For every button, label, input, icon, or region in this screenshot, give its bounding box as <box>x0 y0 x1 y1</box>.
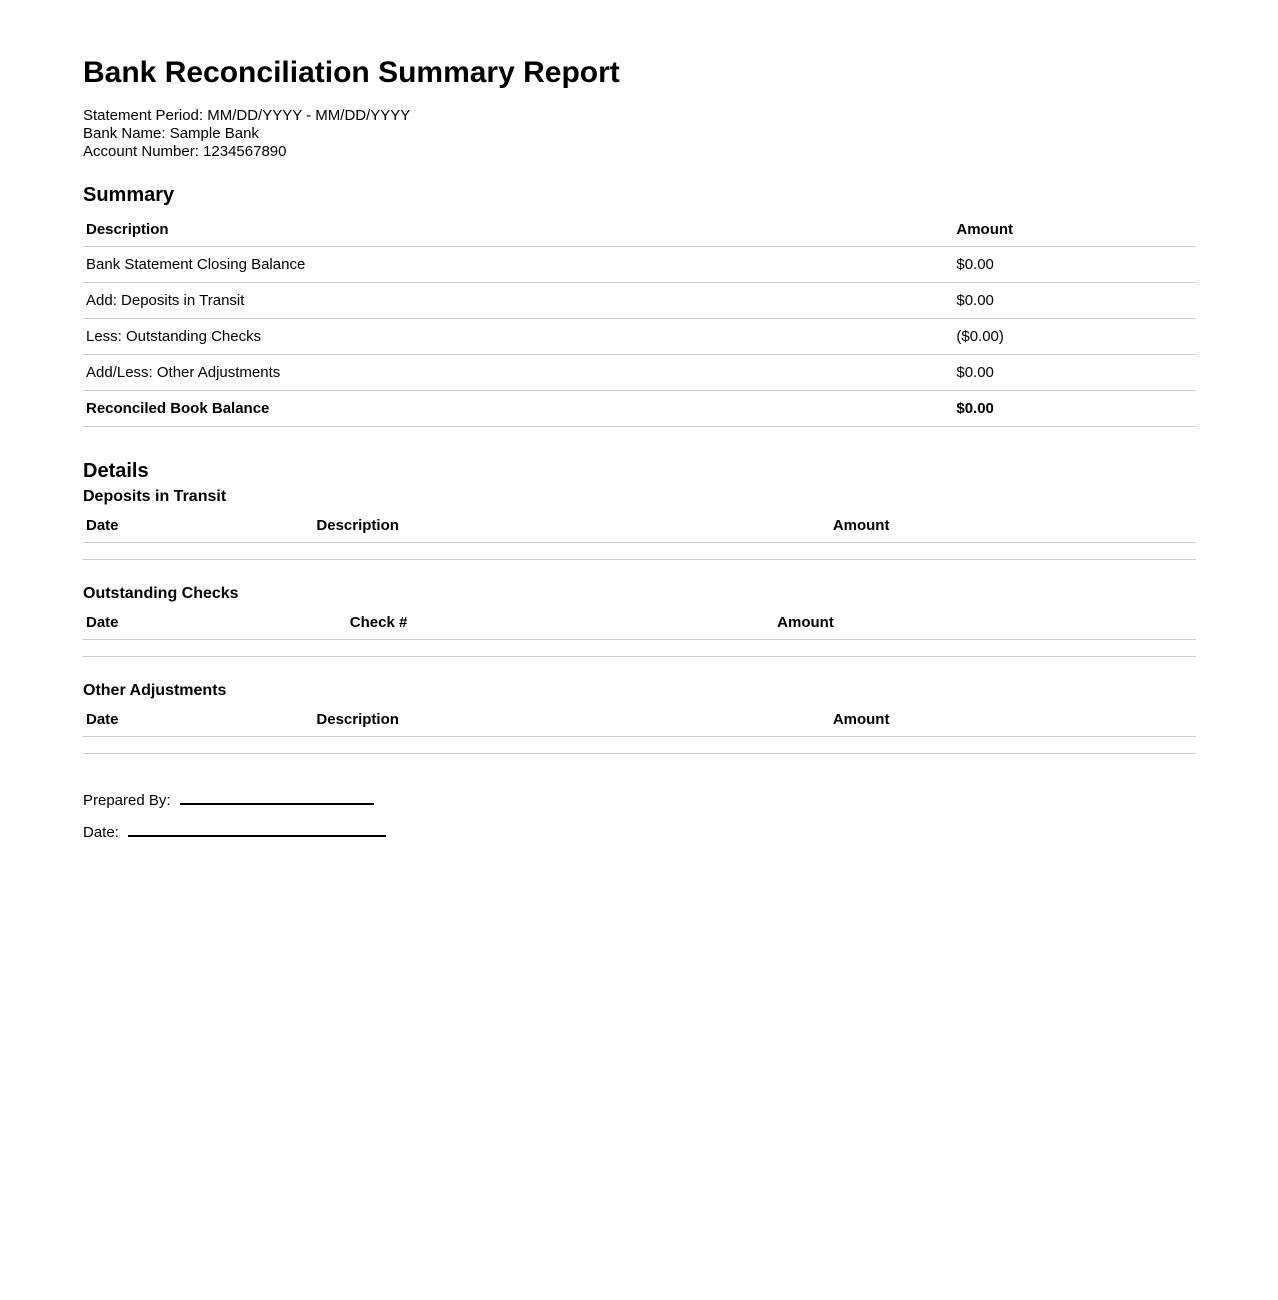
prepared-by-signature-line <box>180 792 374 805</box>
checks-header-row <box>83 606 1196 640</box>
summary-row-description: Reconciled Book Balance <box>83 391 953 427</box>
summary-header-row <box>83 213 1196 247</box>
outstanding-checks-heading: Outstanding Checks <box>83 585 239 602</box>
details-heading: Details <box>83 460 149 482</box>
outstanding-checks-table <box>83 606 1196 657</box>
empty-table-row <box>83 543 1196 560</box>
account-number-text: Account Number: 1234567890 <box>83 143 287 160</box>
summary-row-amount: $0.00 <box>953 247 1196 283</box>
deposits-col-date: Date <box>83 509 313 543</box>
adjustments-col-amount: Amount <box>830 703 1196 737</box>
report-meta <box>83 107 1196 161</box>
summary-heading: Summary <box>83 184 175 206</box>
prepared-by-row <box>83 792 1196 810</box>
checks-col-amount: Amount <box>774 606 1196 640</box>
page-title: Bank Reconciliation Summary Report <box>83 56 620 89</box>
date-signature-line <box>128 824 386 837</box>
summary-row-description: Add/Less: Other Adjustments <box>83 355 953 391</box>
statement-period-text: Statement Period: MM/DD/YYYY - MM/DD/YYYY <box>83 107 411 124</box>
other-adjustments-heading: Other Adjustments <box>83 682 227 699</box>
table-row <box>83 283 1196 319</box>
checks-col-date: Date <box>83 606 347 640</box>
summary-col-amount: Amount <box>953 213 1196 247</box>
summary-row-description: Less: Outstanding Checks <box>83 319 953 355</box>
summary-row-amount: $0.00 <box>953 283 1196 319</box>
date-label: Date: <box>83 824 119 841</box>
deposits-header-row <box>83 509 1196 543</box>
summary-row-amount: $0.00 <box>953 391 1196 427</box>
deposits-col-description: Description <box>313 509 829 543</box>
bank-name-text: Bank Name: Sample Bank <box>83 125 259 142</box>
deposits-in-transit-table <box>83 509 1196 560</box>
deposits-col-amount: Amount <box>830 509 1196 543</box>
summary-total-row <box>83 391 1196 427</box>
summary-table <box>83 213 1196 427</box>
deposits-in-transit-heading: Deposits in Transit <box>83 488 227 505</box>
table-row <box>83 355 1196 391</box>
prepared-by-label: Prepared By: <box>83 792 171 809</box>
other-adjustments-table <box>83 703 1196 754</box>
summary-row-amount: ($0.00) <box>953 319 1196 355</box>
checks-col-check-number: Check # <box>347 606 774 640</box>
summary-row-description: Bank Statement Closing Balance <box>83 247 953 283</box>
table-row <box>83 247 1196 283</box>
adjustments-col-description: Description <box>313 703 829 737</box>
summary-row-description: Add: Deposits in Transit <box>83 283 953 319</box>
signature-footer <box>83 792 1196 842</box>
date-row <box>83 824 1196 842</box>
summary-row-amount: $0.00 <box>953 355 1196 391</box>
adjustments-col-date: Date <box>83 703 313 737</box>
empty-table-row <box>83 640 1196 657</box>
empty-table-row <box>83 737 1196 754</box>
adjustments-header-row <box>83 703 1196 737</box>
summary-col-description: Description <box>83 213 953 247</box>
table-row <box>83 319 1196 355</box>
